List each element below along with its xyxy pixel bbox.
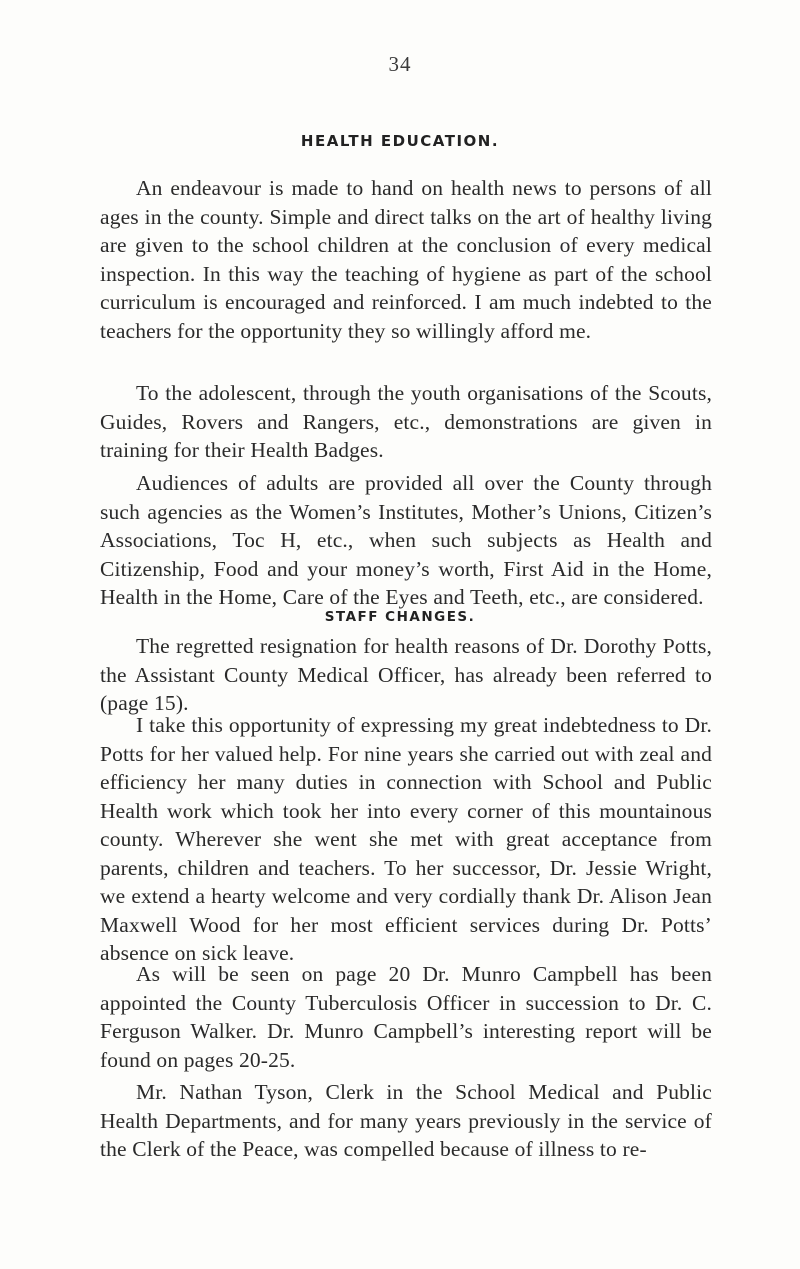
page-number: 34 <box>388 52 412 76</box>
section-heading-staff-changes: STAFF CHANGES. <box>324 609 476 625</box>
paragraph-tuberculosis-officer: As will be seen on page 20 Dr. Munro Campbell has been appointed the County Tuberculosis Officer in succession to Dr. C. Ferguson Walker. Dr. Munro Campbell’s interesting report will be found on pages 20-25. <box>100 962 712 1072</box>
paragraph-clerk: Mr. Nathan Tyson, Clerk in the School Medical and Public Health Departments, and for many years previously in the service of the Clerk of the Peace, was compelled because of illness to re- <box>100 1080 712 1161</box>
paragraph-resignation: The regretted resignation for health reasons of Dr. Dorothy Potts, the Assistant County Medical Officer, has already been referred to (page 15). <box>100 634 712 715</box>
paragraph-youth-organisations: To the adolescent, through the youth organisations of the Scouts, Guides, Rovers and Rangers, etc., demonstrations are given in training for their Health Badges. <box>100 381 712 462</box>
paragraph-health-talks: An endeavour is made to hand on health news to persons of all ages in the county. Simple and direct talks on the art of healthy living are given to the school children at the conclusion of every medical inspection. In this way the teaching of hygiene as part of the school curriculum is encouraged and reinforced. I am much indebted to the teachers for the opportunity they so willingly afford me. <box>100 176 712 343</box>
paragraph-indebtedness: I take this opportunity of expressing my great indebtedness to Dr. Potts for her valued help. For nine years she carried out with zeal and efficiency her many duties in connection with School and Public Health work which took her into every corner of this mountainous county. Wherever she went she met with great acceptance from parents, children and teachers. To her successor, Dr. Jessie Wright, we extend a hearty welcome and very cordially thank Dr. Alison Jean Maxwell Wood for her most efficient services during Dr. Potts’ absence on sick leave. <box>100 713 712 965</box>
section-heading-health-education: HEALTH EDUCATION. <box>300 132 500 150</box>
paragraph-adult-audiences: Audiences of adults are provided all over the County through such agencies as the Women’s Institutes, Mother’s Unions, Citizen’s Associations, Toc H, etc., when such subjects as Health and Citizenship, Food and your money’s worth, First Aid in the Home, Health in the Home, Care of the Eyes and Teeth, etc., are considered. <box>100 471 712 609</box>
